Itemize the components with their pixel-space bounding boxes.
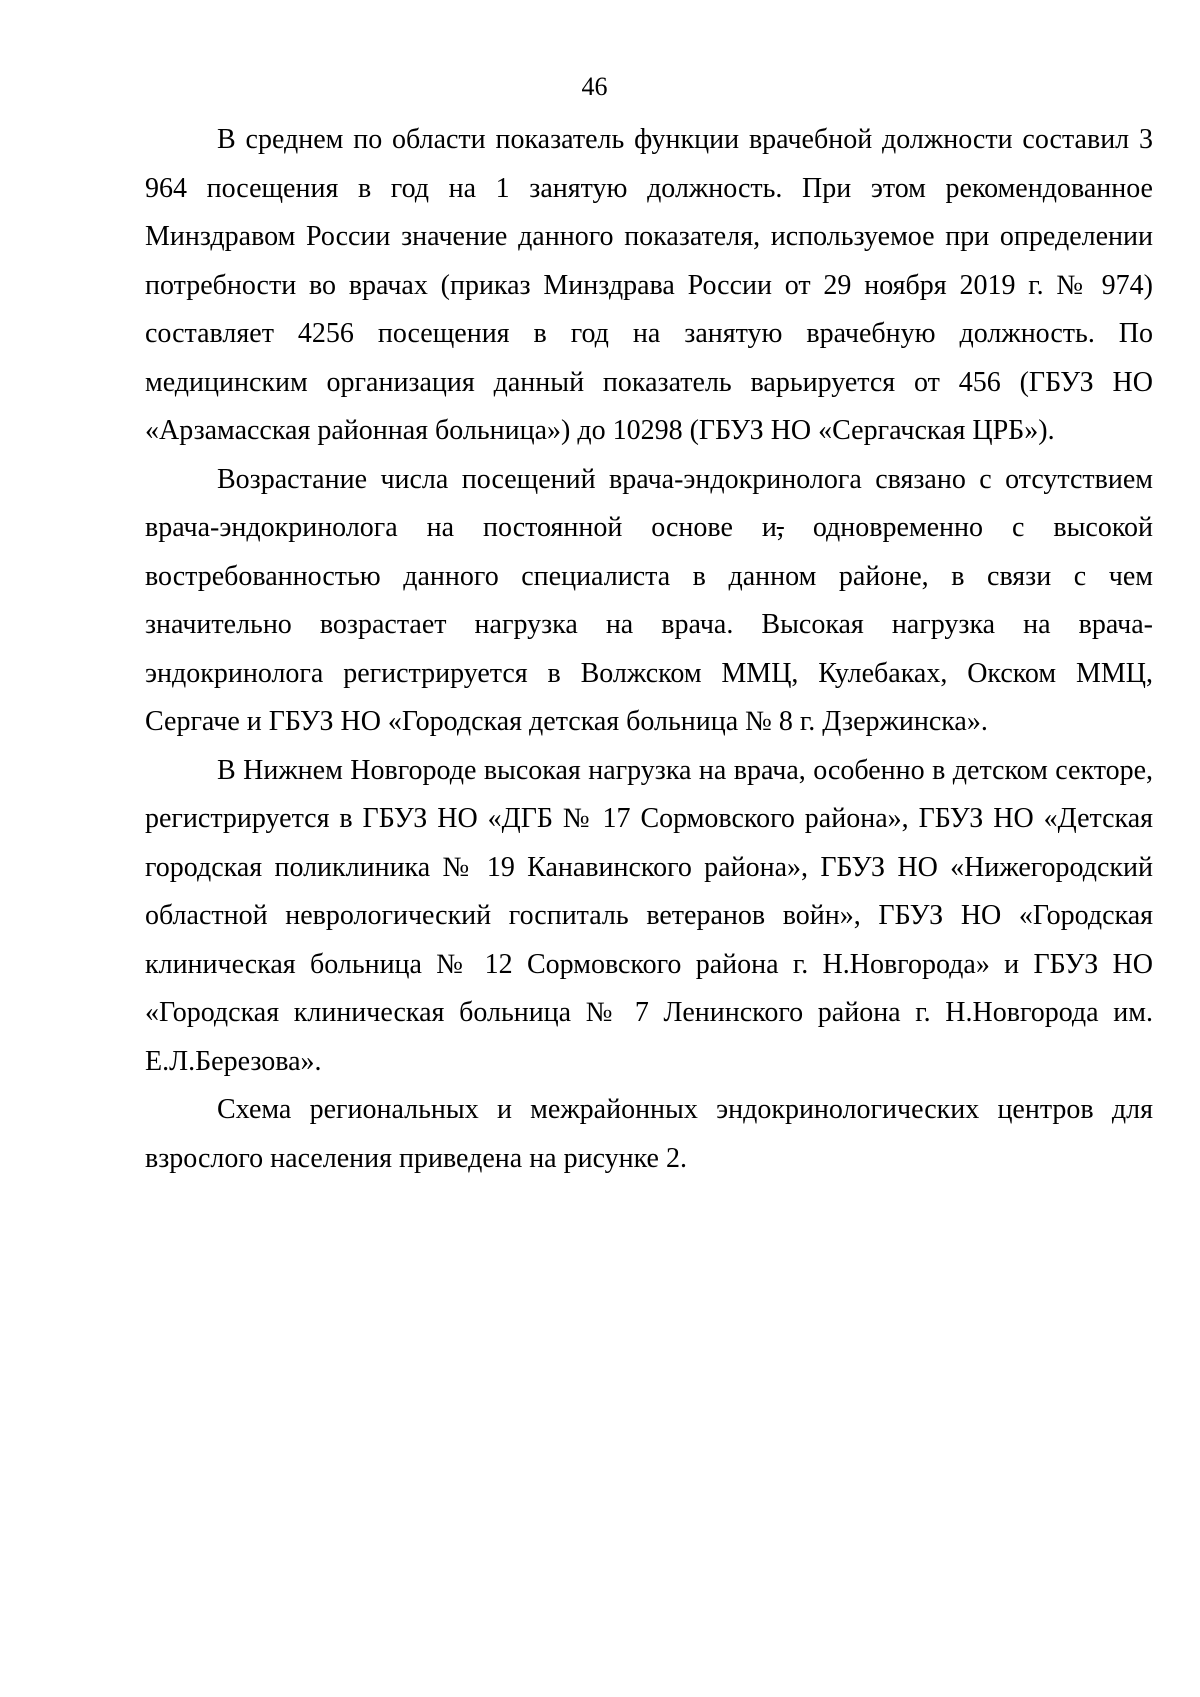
struck-comma: , xyxy=(776,512,784,543)
paragraph-doctor-position-function: В среднем по области показатель функции врачебной должности составил 3 964 посещения в год на 1 занятую должность. При этом рекомендованное Минздравом России значение данного показателя, используемое при определении потребности во врачах (приказ Минздрава России от 29 ноября 2019 г. № 974) составляет 4256 посещения в год на занятую врачебную должность. По медицинским организация данный показатель варьируется от 456 (ГБУЗ НО «Арзамасская районная больница») до 10298 (ГБУЗ НО «Сергачская ЦРБ»). xyxy=(145,124,1153,446)
paragraph-endocrinologist-visits xyxy=(145,456,1153,747)
page-number: 46 xyxy=(581,72,608,101)
document-body xyxy=(145,116,1153,1183)
paragraph-centers-scheme: Схема региональных и межрайонных эндокринологических центров для взрослого населения приведена на рисунке 2. xyxy=(145,1094,1153,1174)
paragraph-nizhny-novgorod-load: В Нижнем Новгороде высокая нагрузка на врача, особенно в детском секторе, регистрируется в ГБУЗ НО «ДГБ № 17 Сормовского района», ГБУЗ НО «Детская городская поликлиника № 19 Канавинского района», ГБУЗ НО «Нижегородский областной неврологический госпиталь ветеранов войн», ГБУЗ НО «Городская клиническая больница № 12 Сормовского района г. Н.Новгорода» и ГБУЗ НО «Городская клиническая больница № 7 Ленинского района г. Н.Новгорода им. Е.Л.Березова». xyxy=(145,754,1153,1077)
paragraph-text-part: Возрастание числа посещений врача-эндокринолога связано с отсутствием врача-эндокринолога на постоянной основе и xyxy=(145,463,1153,543)
paragraph-text-part: одновременно с высокой востребованностью данного специалиста в данном районе, в связи с чем значительно возрастает нагрузка на врача. Высокая нагрузка на врача-эндокринолога регистрируется в Волжском ММЦ, Кулебаках, Окском ММЦ, Сергаче и ГБУЗ НО «Городская детская больница № 8 г. Дзержинска». xyxy=(145,512,1153,737)
